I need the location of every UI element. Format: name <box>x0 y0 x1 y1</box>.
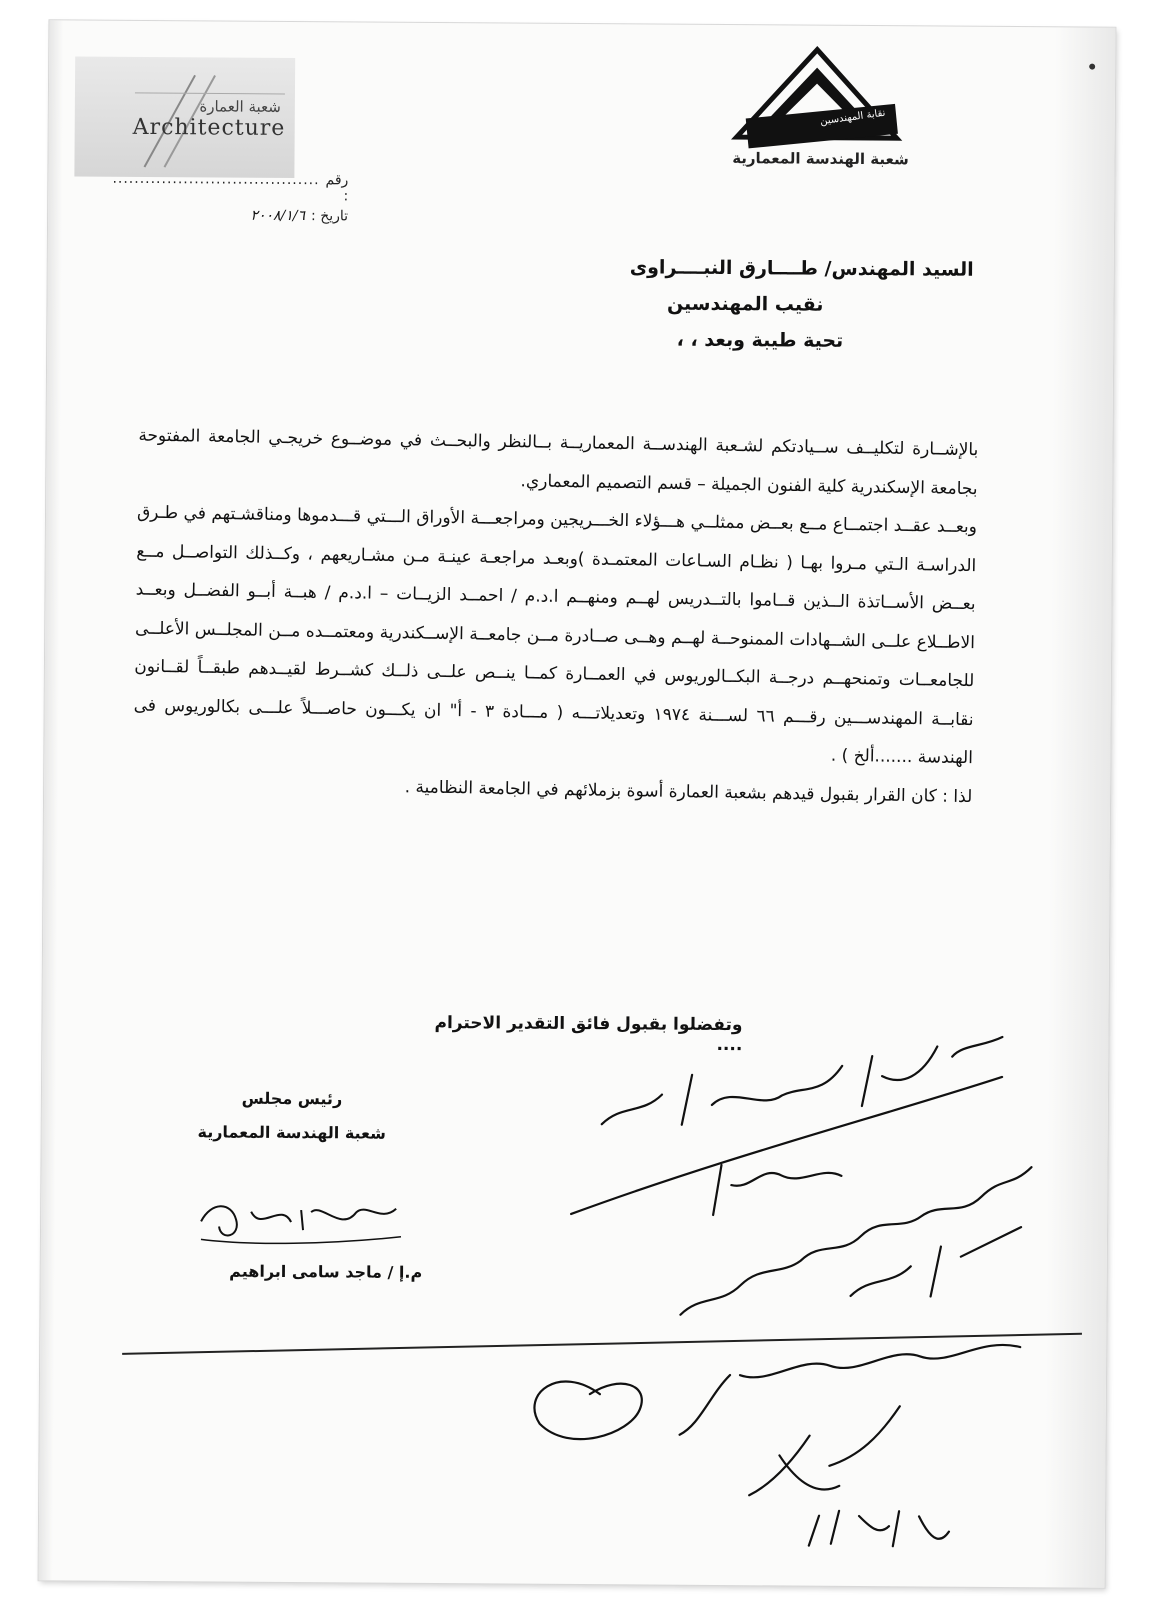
architecture-division-logo <box>74 56 295 178</box>
signature-scribble <box>191 1181 411 1253</box>
greeting: تحية طيبة وبعد ، ، <box>676 328 844 352</box>
signatory-title-line2: شعبة الهندسة المعمارية <box>197 1122 386 1143</box>
document-page <box>39 20 1116 1587</box>
addressee-title: نقيب المهندسين <box>666 292 824 316</box>
reference-date-row <box>128 207 348 225</box>
body-paragraph: بالإشــارة لتكليــف ســيادتكم لشـعبة الهندســة المعماريــة بــالنظر والبحــث في موضــوع خريجـي الجامعة المفتوحة بجامعة الإسكندرية كلية الفنون الجميلة – قسم التصميم المعماري. <box>138 425 979 499</box>
syndicate-label: نقابة المهندسين <box>819 107 887 128</box>
arch-logo-arabic: شعبة العمارة <box>199 97 281 116</box>
signatory-title-line1: رئيس مجلس <box>241 1088 343 1109</box>
reference-date-value: ٢٠٠٨/١/٦ <box>250 207 306 225</box>
reference-block <box>112 170 349 229</box>
scan-shadow-left <box>39 20 64 1580</box>
reference-number-row <box>112 170 349 205</box>
handwritten-annotation <box>479 1013 1043 1557</box>
reference-number-dots: ...................................... <box>112 170 320 189</box>
arch-logo-english: Architecture <box>132 114 286 141</box>
letter-body <box>132 417 979 817</box>
closing-line: وتفضلوا بقبول فائق التقدير الاحترام .... <box>434 1013 743 1056</box>
pyramid-logo-mark <box>717 45 918 156</box>
signatory-title <box>192 1081 392 1150</box>
addressee-block <box>373 255 974 353</box>
signatory-name: م.إ / ماجد سامى ابراهيم <box>229 1261 423 1282</box>
body-paragraph: لذا : كان القرار بقبول قيدهم بشعبة العمارة أسوة بزملائهم في الجامعة النظامية . <box>404 776 973 807</box>
engineers-syndicate-logo <box>716 45 917 196</box>
addressee-name: السيد المهندس/ طــــارق النبــــراوى <box>629 256 974 281</box>
reference-date-label: تاريخ : <box>311 208 349 225</box>
reference-number-label: رقم : <box>325 172 349 205</box>
scan-shadow-right <box>1045 27 1116 1587</box>
punch-hole <box>1089 64 1095 70</box>
body-paragraph: وبعــد عقــد اجتمــاع مــع بعــض ممثلــي هـــؤلاء الخـــريجين ومراجعـــة الأوراق الـــتي قـــدموها ومناقشـتهم في طـرق الدراسـة الـتي مـروا بهـا ( نظـام السـاعات المعتمـدة )وبعـد مراجعـة عينـة مـن مشـاريعهم ، وكــذلك التواصــل مــع بعــض الأســاتذة الــذين قــاموا بالتــدريس لهــم ومنهــم ا.د.م / احمــد الزيــات – ا.د.م / هبــة أبــو الفضــل وبعــد الاطــلاع علــى الشــهادات الممنوحــة لهــم وهــى صــادرة مــن جامعــة الإســكندرية ومعتمــده مــن المجلــس الأعلــى للجامعــات وتمنحهــم درجــة البكــالوريوس في العمــارة كمــا ينــص علــى ذلــك كشــرط لقيــدهم طبقــاً لقــانون نقابــة المهندســـين رقـــم ٦٦ لســـنة ١٩٧٤ وتعديلاتـــه ( مـــادة ٣ - أ" ان يكـــون حاصـــلاً علـــى بكالوريوس فى الهندسة .......ألخ ) . <box>133 502 978 769</box>
division-name: شعبة الهندسة المعمارية <box>732 149 909 169</box>
